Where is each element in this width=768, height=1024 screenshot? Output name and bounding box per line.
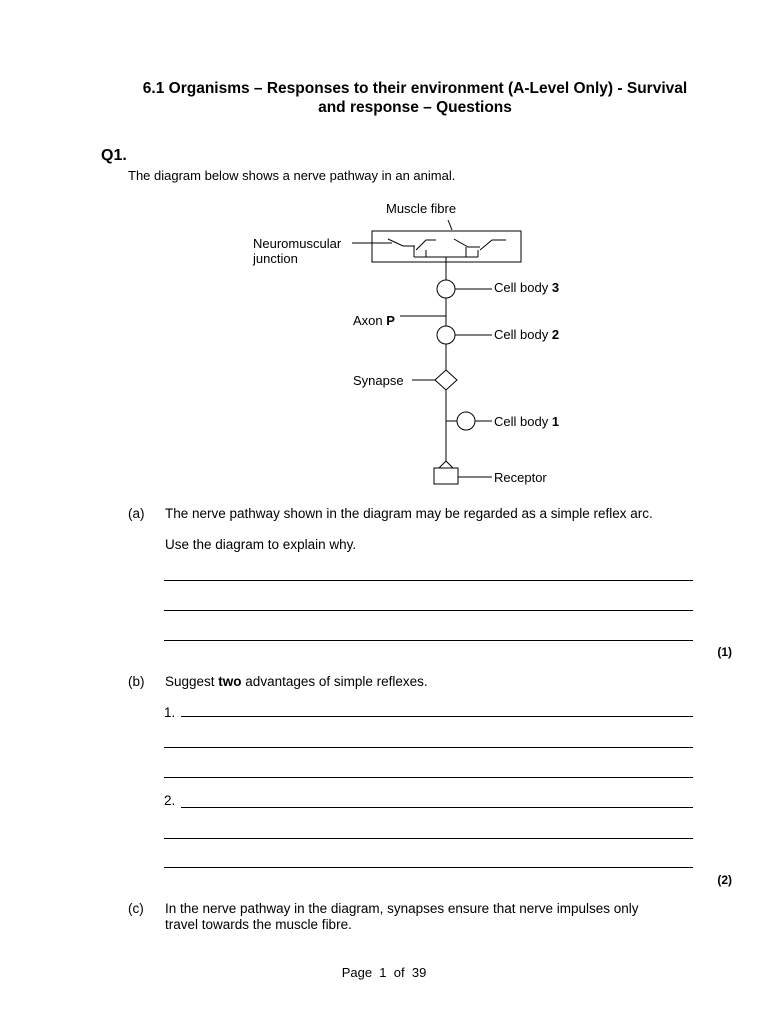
document-title-line-2: and response – Questions — [318, 99, 512, 116]
page-word: Page — [341, 965, 373, 980]
answer-line[interactable] — [164, 610, 693, 611]
part-c-question-line-2: travel towards the muscle fibre. — [165, 917, 352, 932]
axon-label: Axon P — [353, 313, 395, 328]
receptor-box — [434, 468, 458, 484]
part-b-question: Suggest two advantages of simple reflexes. — [165, 674, 428, 689]
part-b-marks: (2) — [717, 873, 732, 887]
nerve-pathway-diagram — [248, 195, 588, 490]
answer-line[interactable] — [164, 838, 693, 839]
part-c-question-line-1: In the nerve pathway in the diagram, synapses ensure that nerve impulses only — [165, 901, 639, 916]
motor-end-plate-1 — [388, 239, 415, 246]
advantage-2-number: 2. — [164, 793, 176, 808]
answer-line[interactable] — [164, 640, 693, 641]
question-number: Q1. — [101, 147, 127, 164]
answer-line[interactable] — [164, 777, 693, 778]
synapse-label: Synapse — [353, 373, 404, 388]
answer-line-advantage-1[interactable] — [181, 716, 693, 717]
neuromuscular-label-line-2: junction — [253, 251, 298, 266]
part-a-label: (a) — [128, 506, 145, 521]
current-page-number: 1 — [379, 965, 387, 980]
part-b-label: (b) — [128, 674, 145, 689]
answer-line[interactable] — [164, 867, 693, 868]
cell-body-2-circle — [437, 326, 455, 344]
neuromuscular-label-line-1: Neuromuscular — [253, 236, 342, 251]
part-a-instruction: Use the diagram to explain why. — [165, 537, 357, 552]
cell-body-3-circle — [437, 280, 455, 298]
cell-body-1-label: Cell body 1 — [494, 414, 560, 429]
question-intro: The diagram below shows a nerve pathway in an animal. — [128, 168, 456, 183]
part-c-label: (c) — [128, 901, 144, 916]
part-a-question: The nerve pathway shown in the diagram may be regarded as a simple reflex arc. — [165, 506, 653, 521]
advantage-1-number: 1. — [164, 705, 176, 720]
cell-body-1-circle — [457, 412, 475, 430]
receptor-label: Receptor — [494, 470, 547, 485]
of-word: of — [393, 965, 405, 980]
cell-body-2-label: Cell body 2 — [494, 327, 560, 342]
motor-end-plate-2 — [454, 239, 480, 247]
answer-line-advantage-2[interactable] — [181, 807, 693, 808]
page-footer — [0, 965, 768, 980]
document-title-line-1: 6.1 Organisms – Responses to their environment (A-Level Only) - Survival — [142, 80, 688, 97]
total-pages: 39 — [411, 965, 427, 980]
muscle-fibre-label: Muscle fibre — [386, 201, 457, 216]
cell-body-3-label: Cell body 3 — [494, 280, 560, 295]
answer-line[interactable] — [164, 580, 693, 581]
answer-line[interactable] — [164, 747, 693, 748]
part-a-marks: (1) — [717, 645, 732, 659]
synapse-diamond — [435, 370, 457, 390]
